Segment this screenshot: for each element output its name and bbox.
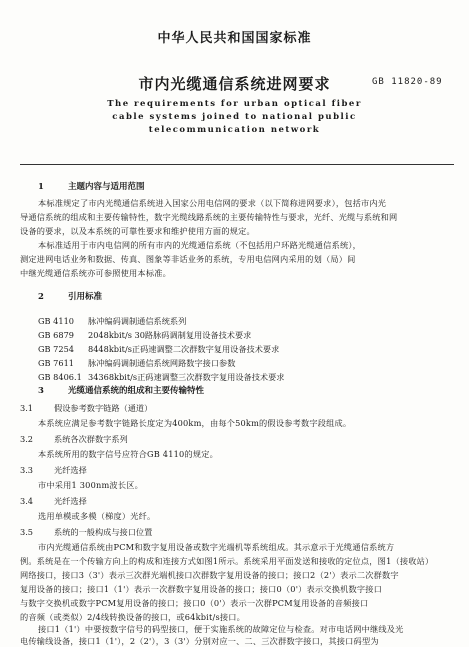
english-title-line: The requirements for urban optical fiber — [107, 99, 362, 109]
subsection-heading: 3.1 假设参考数字链路（通道） — [20, 403, 153, 413]
paragraph-line: 市内光缆通信系统由PCM和数字复用设备或数字光端机等系统组成。其示意示于光缆通信系统方 — [38, 542, 395, 552]
reference-title: 8448kbit/s正码速调整二次群数字复用设备技术要求 — [88, 344, 280, 354]
reference-code: GB 4110 — [38, 316, 74, 326]
english-title-line: cable systems joined to national public — [112, 112, 357, 122]
reference-item — [38, 365, 285, 384]
reference-code: GB 7611 — [38, 358, 74, 368]
document-title: 市内光缆通信系统进网要求 — [138, 75, 331, 93]
paragraph-line: 本系统应满足参考数字链路长度定为400km，由每个50km的假设参考数字段组成。 — [38, 418, 352, 428]
reference-title: 脉冲编码调制通信系统系列 — [88, 316, 187, 326]
reference-title: 2048kbit/s 30路脉码调制复用设备技术要求 — [88, 330, 252, 340]
reference-code: GB 6879 — [38, 330, 74, 340]
paragraph-line: 网络接口，接口3（3'）表示三次群光端机接口次群数字复用设备的接口；接口2（2'）表示二次群数字 — [20, 570, 399, 580]
paragraph-line: 本标准适用于市内电信网的所有市内的光缆通信系统（不包括用户环路光缆通信系统）， — [38, 240, 362, 250]
standard-number: GB 11820-89 — [372, 77, 443, 87]
paragraph-line: 中继光缆通信系统亦可参照使用本标准。 — [20, 268, 171, 278]
paragraph-line: 与数字交换机或数字PCM复用设备的接口；接口0（0'）表示一次群PCM复用设备的音频接口 — [20, 598, 369, 608]
paragraph-line: 设备的要求，以及本系统的可靠性要求和维护使用方面的规定。 — [20, 226, 255, 236]
title-divider — [20, 164, 454, 165]
section-heading: 3 光缆通信系统的组成和主要传输特性 — [38, 386, 205, 396]
reference-title: 34368kbit/s正码速调整三次群数字复用设备技术要求 — [88, 372, 285, 382]
paragraph-line: 本标准规定了市内光缆通信系统进入国家公用电信网的要求（以下简称进网要求），包括市内光 — [38, 198, 387, 208]
paragraph-line: 接口1（1'）中要按数字信号的码型接口，便于实施系统的故障定位与检查。对市电话网中继线及光 — [38, 624, 404, 634]
paragraph-line: 导通信系统的组成和主要传输特性，数字光缆线路系统的主要传输特性与要求，光纤、光缆与系统和网 — [20, 212, 398, 222]
english-title-line: telecommunication network — [148, 125, 321, 135]
paragraph-line: 测定进网电话业务和数据、传真、图象等非话业务的系统，专用电信网内采用的划（局）间 — [20, 254, 356, 264]
paragraph-line: 复用设备的接口；接口1（1'）表示一次群数字复用设备的接口；接口0（0'）表示交换机数字接口 — [20, 584, 383, 594]
subsection-heading: 3.5 系统的一般构成与接口位置 — [20, 527, 153, 537]
paragraph-line: 电传输线设备，接口1（1'），2（2'），3（3'）分别对应一、二、三次群数字接口，其接口码型为 — [20, 636, 379, 646]
subsection-heading: 3.4 光纤选择 — [20, 496, 87, 506]
standard-category-header: 中华人民共和国国家标准 — [157, 31, 312, 46]
section-heading: 1 主题内容与适用范围 — [38, 182, 145, 192]
paragraph-line: 的音频（或类似）2/4线转换设备的接口，或64kbit/s接口。 — [20, 612, 246, 622]
paragraph-line: 本系统所用的数字信号应符合GB 4110的规定。 — [38, 449, 218, 459]
reference-code: GB 8406.1 — [38, 372, 82, 382]
paragraph-line: 选用单模或多模（梯度）光纤。 — [38, 511, 156, 521]
paragraph-line: 市中采用1 300nm波长区。 — [38, 480, 143, 490]
paragraph-line: 例。系统是在一个传输方向上的构成和连接方式如图1所示。系统采用平面发送和接收的定位点，图1（接收站） — [20, 556, 434, 566]
reference-title: 脉冲编码调制通信系统网路数字接口参数 — [88, 358, 236, 368]
reference-code: GB 7254 — [38, 344, 74, 354]
subsection-heading: 3.3 光纤选择 — [20, 465, 87, 475]
subsection-heading: 3.2 系统各次群数字系列 — [20, 434, 128, 444]
section-heading: 2 引用标准 — [38, 292, 103, 302]
